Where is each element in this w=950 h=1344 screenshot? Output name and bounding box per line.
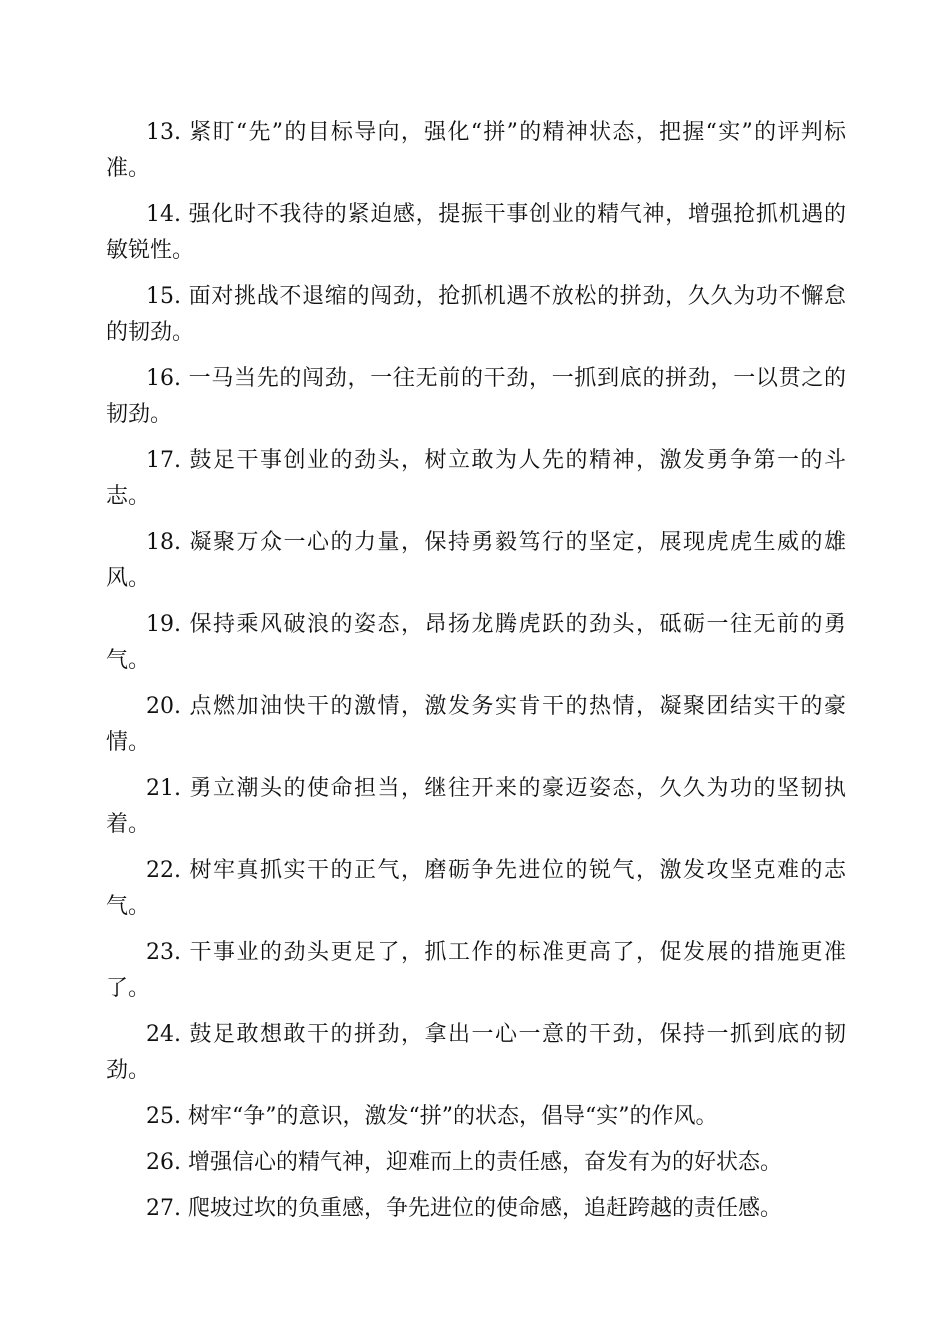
paragraph-27: 27. 爬坡过坎的负重感，争先进位的使命感，追赶跨越的责任感。 [146,1196,782,1221]
paragraph-26: 26. 增强信心的精气神，迎难而上的责任感，奋发有为的好状态。 [146,1150,782,1175]
paragraph-24: 24. 鼓足敢想敢干的拼劲，拿出一心一意的干劲，保持一抓到底的韧劲。 [106,1022,846,1083]
document-body [106,115,846,1237]
paragraph-13: 13. 紧盯“先”的目标导向，强化“拼”的精神状态，把握“实”的评判标准。 [106,120,846,181]
paragraph-25: 25. 树牢“争”的意识，激发“拼”的状态，倡导“实”的作风。 [146,1104,718,1129]
paragraph-19: 19. 保持乘风破浪的姿态，昂扬龙腾虎跃的劲头，砥砺一往无前的勇气。 [106,612,846,673]
paragraph-22: 22. 树牢真抓实干的正气，磨砺争先进位的锐气，激发攻坚克难的志气。 [106,858,846,919]
paragraph-16: 16. 一马当先的闯劲，一往无前的干劲，一抓到底的拼劲，一以贯之的韧劲。 [106,366,846,427]
paragraph-20: 20. 点燃加油快干的激情，激发务实肯干的热情，凝聚团结实干的豪情。 [106,694,846,755]
paragraph-21: 21. 勇立潮头的使命担当，继往开来的豪迈姿态，久久为功的坚韧执着。 [106,776,846,837]
paragraph-14: 14. 强化时不我待的紧迫感，提振干事创业的精气神，增强抢抓机遇的敏锐性。 [106,202,846,263]
paragraph-17: 17. 鼓足干事创业的劲头，树立敢为人先的精神，激发勇争第一的斗志。 [106,448,846,509]
paragraph-18: 18. 凝聚万众一心的力量，保持勇毅笃行的坚定，展现虎虎生威的雄风。 [106,530,846,591]
paragraph-15: 15. 面对挑战不退缩的闯劲，抢抓机遇不放松的拼劲，久久为功不懈怠的韧劲。 [106,284,846,345]
paragraph-23: 23. 干事业的劲头更足了，抓工作的标准更高了，促发展的措施更准了。 [106,940,846,1001]
